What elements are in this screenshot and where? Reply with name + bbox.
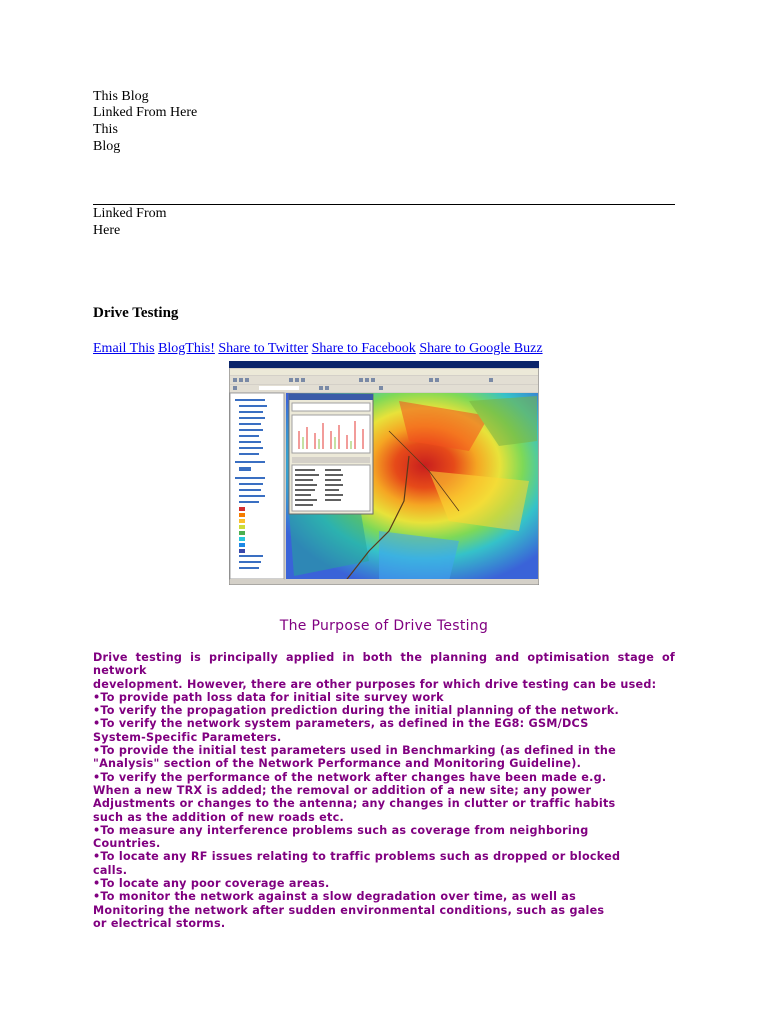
bullet-item: •To provide the initial test parameters used in Benchmarking (as defined in the xyxy=(93,744,616,758)
body-line: Adjustments or changes to the antenna; any changes in clutter or traffic habits xyxy=(93,797,616,811)
body-line: "Analysis" section of the Network Performance and Monitoring Guideline). xyxy=(93,757,582,771)
blogthis-link[interactable]: BlogThis! xyxy=(158,341,215,356)
body-line: Countries. xyxy=(93,837,161,851)
section-heading: The Purpose of Drive Testing xyxy=(279,618,489,634)
body-line: development. However, there are other purposes for which drive testing can be used: xyxy=(93,677,657,691)
header-link-this-blog[interactable]: This Blog xyxy=(93,89,149,104)
share-facebook-link[interactable]: Share to Facebook xyxy=(311,341,416,356)
bullet-item: •To verify the network system parameters, as defined in the EG8: GSM/DCS xyxy=(93,717,589,731)
bullet-item: •To monitor the network against a slow degradation over time, as well as xyxy=(93,890,577,904)
drive-test-map-screenshot xyxy=(229,361,539,585)
header-divider xyxy=(93,204,675,205)
bullet-item: •To verify the propagation prediction during the initial planning of the network. xyxy=(93,704,620,718)
bullet-item: •To provide path loss data for initial site survey work xyxy=(93,690,444,704)
header-tab-blog[interactable]: Blog xyxy=(93,139,121,154)
post-title: Drive Testing xyxy=(93,305,179,321)
bullet-item: •To locate any poor coverage areas. xyxy=(93,877,330,891)
bullet-item: •To verify the performance of the network after changes have been made e.g. xyxy=(93,770,607,784)
share-links xyxy=(93,341,543,357)
header-tab-this[interactable]: This xyxy=(93,122,118,137)
body-line: or electrical storms. xyxy=(93,916,226,930)
header-link-linked-from-here[interactable]: Linked From Here xyxy=(93,105,198,120)
body-line: System-Specific Parameters. xyxy=(93,730,282,744)
header-tab-here[interactable]: Here xyxy=(93,223,121,238)
body-line: When a new TRX is added; the removal or addition of a new site; any power xyxy=(93,783,592,797)
email-this-link[interactable]: Email This xyxy=(93,341,155,356)
body-line: calls. xyxy=(93,863,128,877)
body-line: Monitoring the network after sudden environmental conditions, such as gales xyxy=(93,903,605,917)
bullet-item: •To locate any RF issues relating to traffic problems such as dropped or blocked xyxy=(93,850,621,864)
share-twitter-link[interactable]: Share to Twitter xyxy=(218,341,309,356)
header-tab-linked-from[interactable]: Linked From xyxy=(93,206,167,221)
bullet-item: •To measure any interference problems such as coverage from neighboring xyxy=(93,823,589,837)
purpose-body-text xyxy=(93,651,675,930)
share-google-buzz-link[interactable]: Share to Google Buzz xyxy=(419,341,543,356)
body-line: Drive testing is principally applied in both the planning and optimisation stage of network xyxy=(93,651,675,678)
body-line: such as the addition of new roads etc. xyxy=(93,810,345,824)
